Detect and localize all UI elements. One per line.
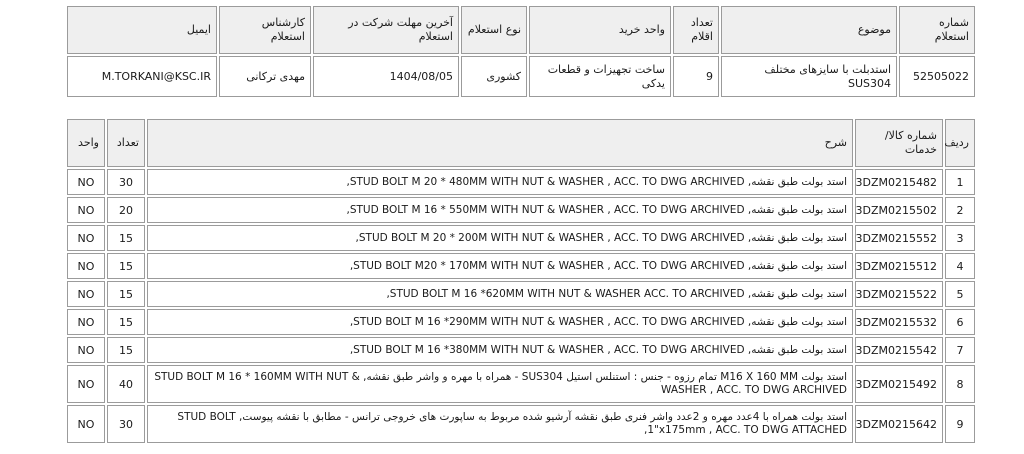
- header-col-number: شماره استعلام: [899, 6, 975, 54]
- header-col-purchase-unit: واحد خرید: [529, 6, 671, 54]
- item-quantity: 15: [107, 309, 145, 335]
- items-col-unit: واحد: [67, 119, 105, 167]
- item-row-number: 8: [945, 365, 975, 403]
- header-col-subject: موضوع: [721, 6, 897, 54]
- item-unit: NO: [67, 281, 105, 307]
- inquiry-type: کشوری: [461, 56, 527, 97]
- item-description: استد بولت طبق نقشه, STUD BOLT M 16 *380MM WITH NUT & WASHER , ACC. TO DWG ARCHIVED,: [147, 337, 853, 363]
- item-code: 3DZM0215502: [855, 197, 943, 223]
- items-table: [65, 117, 977, 445]
- item-quantity: 15: [107, 281, 145, 307]
- table-row: [67, 365, 975, 403]
- item-code: 3DZM0215552: [855, 225, 943, 251]
- inquiry-header-row: [67, 6, 975, 54]
- item-quantity: 15: [107, 253, 145, 279]
- item-code: 3DZM0215512: [855, 253, 943, 279]
- item-row-number: 3: [945, 225, 975, 251]
- items-col-desc: شرح: [147, 119, 853, 167]
- item-unit: NO: [67, 225, 105, 251]
- item-description: استد بولت طبق نقشه, STUD BOLT M 20 * 480MM WITH NUT & WASHER , ACC. TO DWG ARCHIVED,: [147, 169, 853, 195]
- item-row-number: 7: [945, 337, 975, 363]
- item-row-number: 4: [945, 253, 975, 279]
- item-unit: NO: [67, 169, 105, 195]
- item-quantity: 20: [107, 197, 145, 223]
- item-row-number: 6: [945, 309, 975, 335]
- item-code: 3DZM0215492: [855, 365, 943, 403]
- item-quantity: 40: [107, 365, 145, 403]
- item-description: استد بولت طبق نقشه, STUD BOLT M 16 * 550MM WITH NUT & WASHER , ACC. TO DWG ARCHIVED,: [147, 197, 853, 223]
- item-description: استد بولت طبق نقشه, STUD BOLT M 16 *290MM WITH NUT & WASHER , ACC. TO DWG ARCHIVED,: [147, 309, 853, 335]
- inquiry-purchase-unit: ساخت تجهیزات و قطعات یدکی: [529, 56, 671, 97]
- item-unit: NO: [67, 253, 105, 279]
- inquiry-deadline: 1404/08/05: [313, 56, 459, 97]
- inquiry-data-row: [67, 56, 975, 97]
- item-code: 3DZM0215532: [855, 309, 943, 335]
- items-col-qty: تعداد: [107, 119, 145, 167]
- header-col-type: نوع استعلام: [461, 6, 527, 54]
- item-row-number: 2: [945, 197, 975, 223]
- item-code: 3DZM0215482: [855, 169, 943, 195]
- item-unit: NO: [67, 337, 105, 363]
- item-description: استد بولت M16 X 160 MM تمام رزوه - جنس : استنلس استیل SUS304 - همراه با مهره و واشر طبق نقشه, STUD BOLT M 16 * 160MM WITH NUT & WASHER , ACC. TO DWG ARCHIVED: [147, 365, 853, 403]
- header-col-item-count: تعداد اقلام: [673, 6, 719, 54]
- header-col-email: ایمیل: [67, 6, 217, 54]
- table-row: [67, 405, 975, 443]
- item-code: 3DZM0215522: [855, 281, 943, 307]
- item-row-number: 5: [945, 281, 975, 307]
- table-row: [67, 197, 975, 223]
- item-row-number: 1: [945, 169, 975, 195]
- item-description: استد بولت طبق نقشه, STUD BOLT M 20 * 200M WITH NUT & WASHER , ACC. TO DWG ARCHIVED,: [147, 225, 853, 251]
- table-row: [67, 169, 975, 195]
- inquiry-subject: استدبلت با سایزهای مختلف SUS304: [721, 56, 897, 97]
- inquiry-header-table: [65, 4, 977, 99]
- header-col-deadline: آخرین مهلت شرکت در استعلام: [313, 6, 459, 54]
- table-row: [67, 309, 975, 335]
- inquiry-number: 52505022: [899, 56, 975, 97]
- table-row: [67, 225, 975, 251]
- table-row: [67, 281, 975, 307]
- item-code: 3DZM0215642: [855, 405, 943, 443]
- item-unit: NO: [67, 405, 105, 443]
- inquiry-expert: مهدی ترکانی: [219, 56, 311, 97]
- items-header-row: [67, 119, 975, 167]
- item-unit: NO: [67, 365, 105, 403]
- table-row: [67, 337, 975, 363]
- inquiry-email: M.TORKANI@KSC.IR: [67, 56, 217, 97]
- item-description: استد بولت طبق نقشه, STUD BOLT M 16 *620MM WITH NUT & WASHER ACC. TO ARCHIVED,: [147, 281, 853, 307]
- item-quantity: 30: [107, 169, 145, 195]
- item-description: استد بولت طبق نقشه, STUD BOLT M20 * 170MM WITH NUT & WASHER , ACC. TO DWG ARCHIVED,: [147, 253, 853, 279]
- items-col-row: ردیف: [945, 119, 975, 167]
- table-row: [67, 253, 975, 279]
- item-quantity: 15: [107, 225, 145, 251]
- item-row-number: 9: [945, 405, 975, 443]
- items-col-code: شماره کالا/خدمات: [855, 119, 943, 167]
- item-quantity: 30: [107, 405, 145, 443]
- item-code: 3DZM0215542: [855, 337, 943, 363]
- item-description: استد بولت همراه با 4عدد مهره و 2عدد واشر فنری طبق نقشه آرشیو شده مربوط به ساپورت های خروجی ترانس - مطابق با نقشه پیوست, STUD BOLT 1"x175mm , ACC. TO DWG ATTACHED,: [147, 405, 853, 443]
- item-unit: NO: [67, 197, 105, 223]
- inquiry-item-count: 9: [673, 56, 719, 97]
- item-unit: NO: [67, 309, 105, 335]
- item-quantity: 15: [107, 337, 145, 363]
- header-col-expert: کارشناس استعلام: [219, 6, 311, 54]
